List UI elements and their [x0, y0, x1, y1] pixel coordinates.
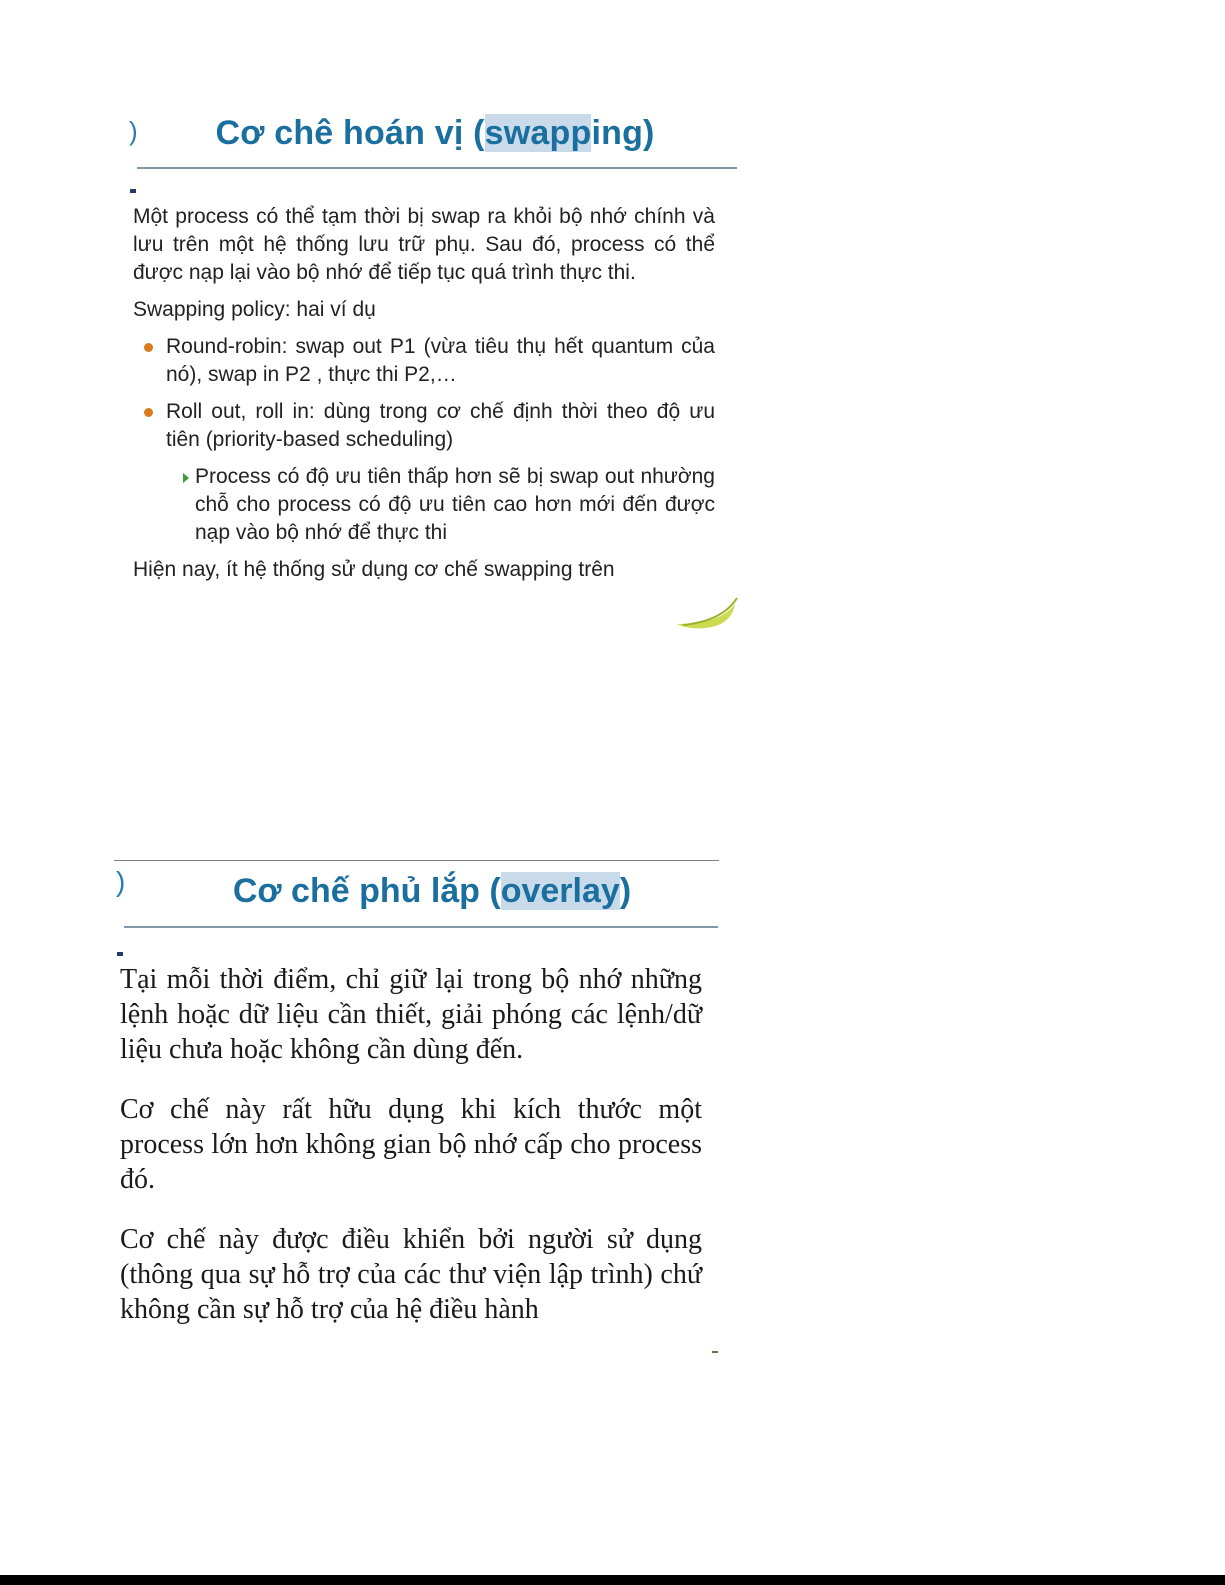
- bullet-text: Roll out, roll in: dùng trong cơ chế định thời theo độ ưu tiên (priority-based scheduling): [166, 400, 715, 451]
- slide-title: [112, 872, 752, 911]
- slide-corner-decoration: ): [129, 116, 138, 146]
- sub-bullet-item: [133, 463, 715, 547]
- logo-mark: [130, 189, 136, 193]
- bullet-item: [133, 398, 715, 454]
- bullet-dot-icon: [144, 343, 153, 352]
- intro-paragraph: Một process có thể tạm thời bị swap ra khỏi bộ nhớ chính và lưu trên một hệ thống lưu trữ phụ. Sau đó, process có thể được nạp lại vào bộ nhớ để tiếp tục quá trình thực thi.: [133, 205, 715, 284]
- body-paragraph: Cơ chế này rất hữu dụng khi kích thước một process lớn hơn không gian bộ nhớ cấp cho process đó.: [120, 1094, 702, 1195]
- logo-mark: [117, 952, 123, 956]
- title-suffix: ing): [591, 114, 655, 152]
- slide-title: [125, 114, 745, 153]
- arrow-bullet-icon: [183, 473, 189, 483]
- sub-bullet-text: Process có độ ưu tiên thấp hơn sẽ bị swap out nhường chỗ cho process có độ ưu tiên cao hơn mới đến được nạp vào bộ nhớ để thực thi: [195, 465, 715, 544]
- bullet-dot-icon: [144, 408, 153, 417]
- bullet-item: [133, 333, 715, 389]
- slide-corner-decoration: ): [116, 866, 126, 897]
- title-prefix: Cơ chê hoán vị (: [215, 114, 485, 152]
- body-paragraph: Tại mỗi thời điểm, chỉ giữ lại trong bộ nhớ những lệnh hoặc dữ liệu cần thiết, giải phóng các lệnh/dữ liệu chưa hoặc không cần dùng đến.: [120, 964, 702, 1065]
- slide-body: [133, 203, 715, 593]
- policy-heading: Swapping policy: hai ví dụ: [133, 298, 376, 321]
- title-prefix: Cơ chế phủ lắp (: [232, 872, 501, 910]
- leaf-decoration-icon: [675, 592, 745, 632]
- slide-swapping: [125, 100, 745, 640]
- title-divider: [137, 167, 737, 169]
- bullet-text: Round-robin: swap out P1 (vừa tiêu thụ hết quantum của nó), swap in P2 , thực thi P2,…: [166, 335, 715, 386]
- footer-paragraph: Hiện nay, ít hệ thống sử dụng cơ chế swapping trên: [133, 558, 615, 581]
- body-paragraph: Cơ chế này được điều khiển bởi người sử dụng (thông qua sự hỗ trợ của các thư viện lập trình) chứ không cần sự hỗ trợ của hệ điều hành: [120, 1224, 702, 1325]
- title-divider: [124, 926, 718, 928]
- title-highlight: overlay: [500, 872, 620, 910]
- corner-decoration: [712, 1351, 718, 1353]
- slide-top-border: [114, 860, 719, 861]
- slide-overlay: [112, 860, 732, 1380]
- title-suffix: ): [619, 872, 632, 910]
- title-highlight: swapp: [484, 114, 592, 152]
- slide-body: [120, 962, 702, 1352]
- page-bottom-border: [0, 1575, 1225, 1585]
